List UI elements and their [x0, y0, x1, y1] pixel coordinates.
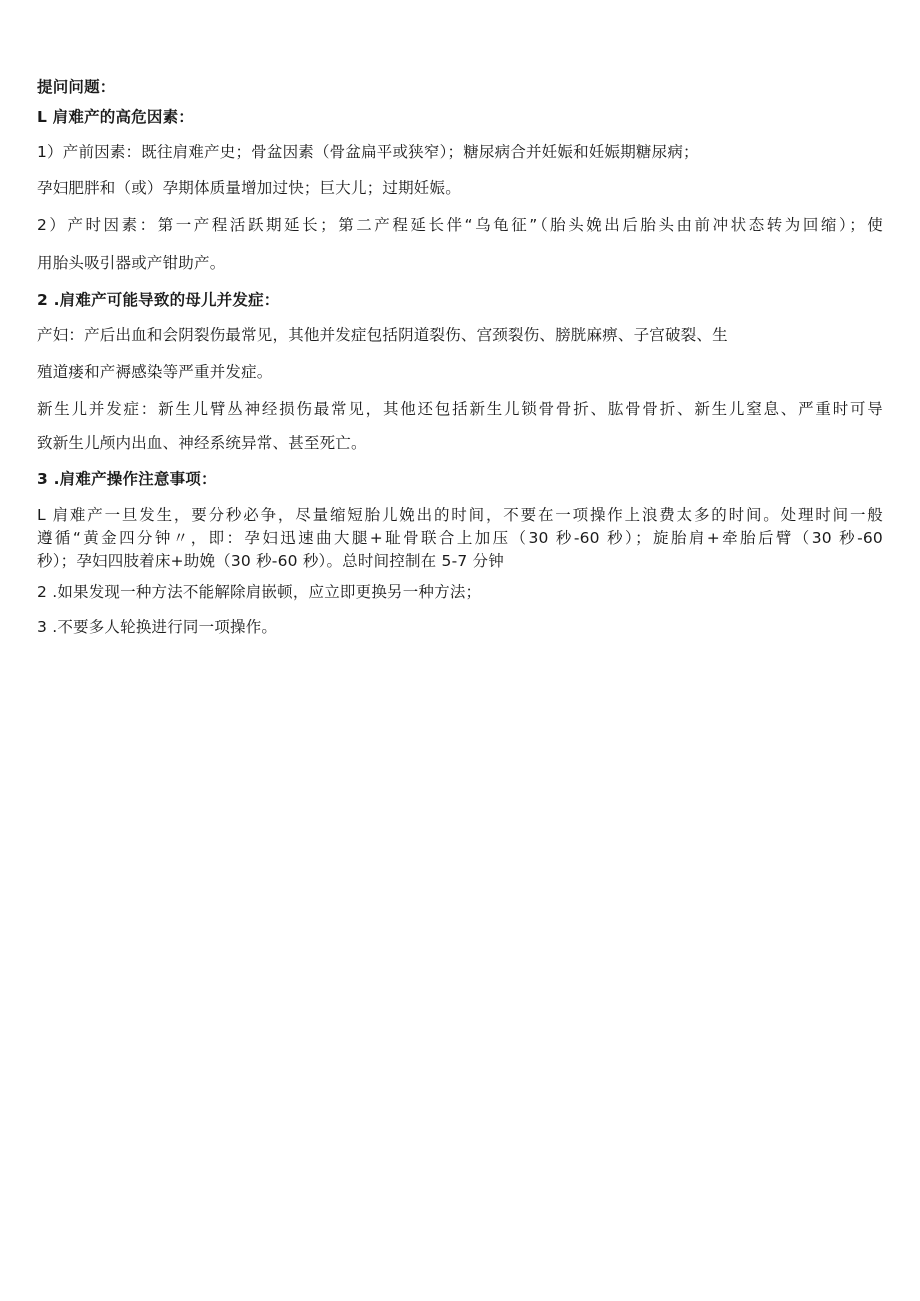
- section3-item2: 2 .如果发现一种方法不能解除肩嵌顿，应立即更换另一种方法；: [37, 583, 482, 601]
- section2-paragraph2-line1: 新生儿并发症：新生儿臂丛神经损伤最常见，其他还包括新生儿锁骨骨折、肱骨骨折、新生儿窒息、严重时可导: [37, 400, 883, 418]
- section3-paragraph1-line1: L 肩难产一旦发生，要分秒必争，尽量缩短胎儿娩出的时间，不要在一项操作上浪费太多的时间。处理时间一般: [37, 506, 883, 524]
- section1-paragraph2-line1: 2）产时因素：第一产程活跃期延长；第二产程延长伴“乌龟征”（胎头娩出后胎头由前冲状态转为回缩）；使: [37, 216, 883, 234]
- section2-paragraph2-line2: 致新生儿颅内出血、神经系统异常、甚至死亡。: [37, 434, 367, 452]
- document-title: 提问问题：: [37, 78, 116, 96]
- section1-paragraph2-line2: 用胎头吸引器或产钳助产。: [37, 254, 226, 272]
- section1-paragraph1-line1: 1）产前因素：既往肩难产史；骨盆因素（骨盆扁平或狭窄）；糖尿病合并妊娠和妊娠期糖尿病；: [37, 143, 699, 161]
- section3-paragraph1-line3: 秒）；孕妇四肢着床+助娩（30 秒-60 秒）。总时间控制在 5-7 分钟: [37, 552, 504, 570]
- section2-paragraph1-line2: 殖道瘘和产褥感染等严重并发症。: [37, 363, 273, 381]
- section1-paragraph1-line2: 孕妇肥胖和（或）孕期体质量增加过快；巨大儿；过期妊娠。: [37, 179, 461, 197]
- section3-item3: 3 .不要多人轮换进行同一项操作。: [37, 618, 278, 636]
- section1-heading: L 肩难产的高危因素：: [37, 108, 194, 126]
- section2-heading: 2 .肩难产可能导致的母儿并发症：: [37, 291, 280, 309]
- section3-paragraph1-line2: 遵循“黄金四分钟〃，即：孕妇迅速曲大腿+耻骨联合上加压（30 秒-60 秒）；旋胎肩+牵胎后臂（30 秒-60: [37, 529, 883, 547]
- section3-heading: 3 .肩难产操作注意事项：: [37, 470, 217, 488]
- section2-paragraph1-line1: 产妇：产后出血和会阴裂伤最常见，其他并发症包括阴道裂伤、宫颈裂伤、膀胱麻痹、子宫破裂、生: [37, 326, 728, 344]
